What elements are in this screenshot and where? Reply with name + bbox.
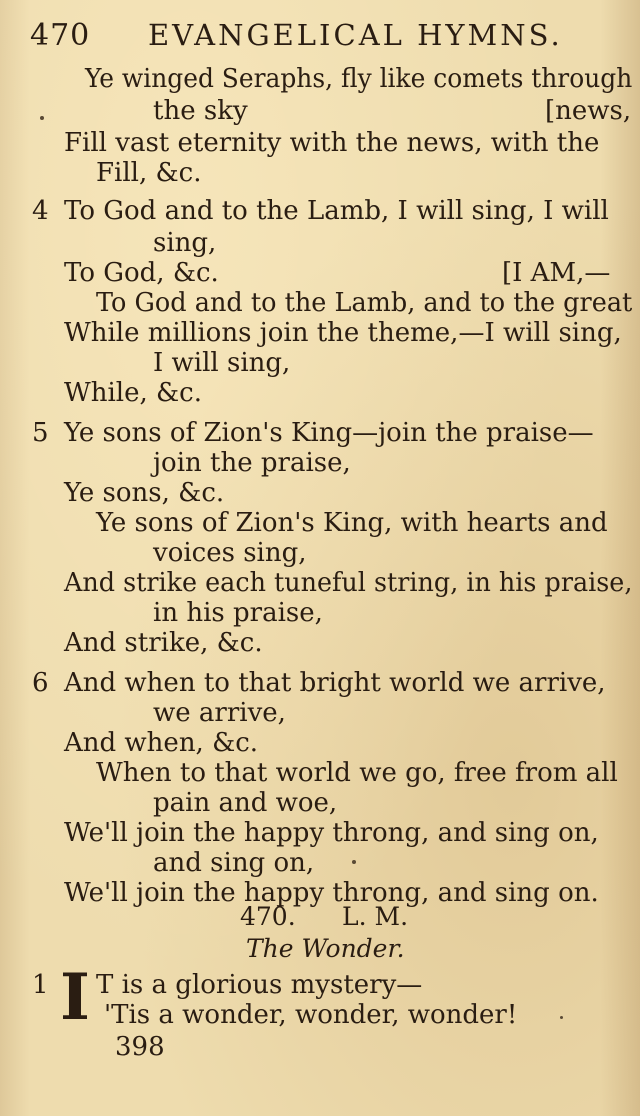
hymn-line: Ye sons of Zion's King, with hearts and xyxy=(96,508,608,538)
hymn-line: We'll join the happy throng, and sing on. xyxy=(64,878,599,908)
hymn-line: Ye sons, &c. xyxy=(64,478,225,508)
hymn-line: T is a glorious mystery— xyxy=(96,970,423,1000)
hymn-line: And when, &c. xyxy=(64,728,259,758)
page-number: 470 xyxy=(30,18,91,53)
hymn-meter: L. M. xyxy=(342,902,409,931)
hymn-line: And strike, &c. xyxy=(64,628,263,658)
verse-number: 4 xyxy=(32,196,49,226)
hymn-line: Fill, &c. xyxy=(96,158,202,188)
hymn-line: we arrive, xyxy=(153,698,286,728)
hymn-line: the sky xyxy=(153,96,248,126)
hymn-line: To God and to the Lamb, I will sing, I will xyxy=(64,196,609,226)
ink-speck xyxy=(40,116,44,120)
hymn-line: sing, xyxy=(153,228,217,258)
hymn-line: and sing on, xyxy=(153,848,315,878)
hymn-line: I will sing, xyxy=(153,348,291,378)
hymn-title: The Wonder. xyxy=(246,934,405,963)
drop-cap: I xyxy=(60,960,90,1035)
hymn-line: While, &c. xyxy=(64,378,202,408)
verse-number: 5 xyxy=(32,418,49,448)
hymn-line: When to that world we go, free from all xyxy=(96,758,618,788)
hymn-line: While millions join the theme,—I will sing, xyxy=(64,318,622,348)
hymn-line: in his praise, xyxy=(153,598,323,628)
ink-speck xyxy=(352,860,356,864)
hymn-number: 470. xyxy=(240,902,296,931)
running-head: EVANGELICAL HYMNS. xyxy=(148,18,563,52)
verse-number: 1 xyxy=(32,970,49,1000)
hymn-line: Ye sons of Zion's King—join the praise— xyxy=(64,418,594,448)
hymn-line: And when to that bright world we arrive, xyxy=(64,668,606,698)
signature-mark: 398 xyxy=(115,1032,165,1062)
hymn-line: [news, xyxy=(545,96,632,126)
verse-number: 6 xyxy=(32,668,49,698)
hymn-line: We'll join the happy throng, and sing on, xyxy=(64,818,599,848)
page-header xyxy=(30,18,630,52)
hymn-line: And strike each tuneful string, in his praise, xyxy=(64,568,633,598)
hymn-line: Fill vast eternity with the news, with the xyxy=(64,128,600,158)
hymn-line: 'Tis a wonder, wonder, wonder! xyxy=(104,1000,518,1030)
ink-speck xyxy=(560,1016,563,1019)
hymn-line: join the praise, xyxy=(153,448,351,478)
hymn-line: Ye winged Seraphs, fly like comets through xyxy=(85,64,633,94)
hymn-line: To God and to the Lamb, and to the great xyxy=(96,288,633,318)
hymn-line: pain and woe, xyxy=(153,788,338,818)
hymn-line: [I AM,— xyxy=(502,258,611,288)
hymn-line: voices sing, xyxy=(153,538,307,568)
hymn-line: To God, &c. xyxy=(64,258,219,288)
